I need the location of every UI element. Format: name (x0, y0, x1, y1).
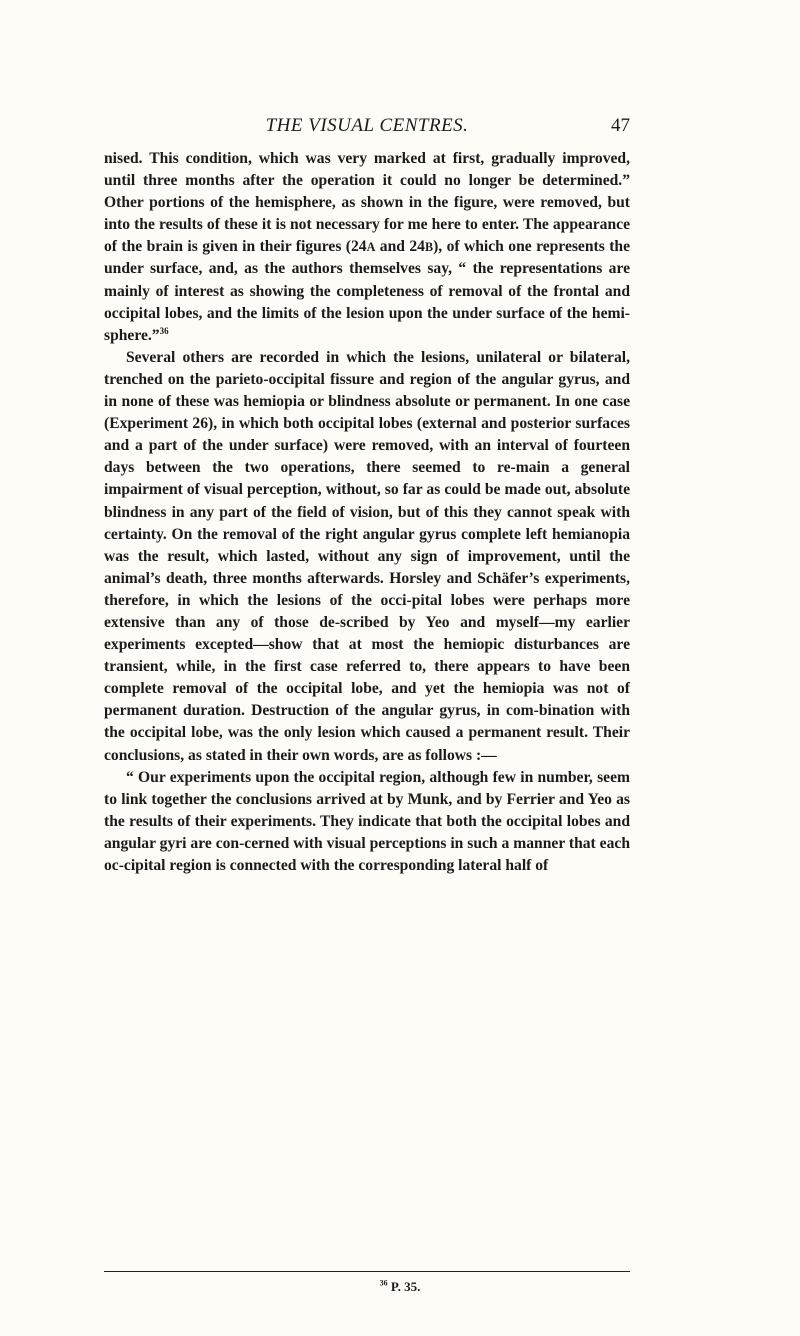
footnote-number: 36 (379, 1278, 388, 1288)
paragraph-2: Several others are recorded in which the lesions, unilateral or bilateral, trenched on the parieto-occipital fissure and region of the angular gyrus, and in none of these was hemiopia or blindness absolute or permanent. In one case (Experiment 26), in which both occipital lobes (external and posterior surfaces and a part of the under surface) were removed, with an interval of fourteen days between the two operations, there seemed to re-main a general impairment of visual perception, without, so far as could be made out, absolute blindness in any part of the field of vision, but of this they cannot speak with certainty. On the removal of the right angular gyrus complete left hemianopia was the result, which lasted, without any sign of improvement, until the animal’s death, three months afterwards. Horsley and Schäfer’s experiments, therefore, in which the lesions of the occi-pital lobes were perhaps more extensive than any of those de-scribed by Yeo and myself—my earlier experiments excepted—show that at most the hemiopic disturbances are transient, while, in the first case referred to, there appears to have been complete removal of the occipital lobe, and yet the hemiopia was not of permanent duration. Destruction of the angular gyrus, in com-bination with the occipital lobe, was the only lesion which caused a permanent result. Their conclusions, as stated in their own words, are as follows :— (104, 348, 630, 764)
paragraph-1-text-b: and 24 (375, 238, 425, 256)
footnote-text: P. 35. (387, 1279, 421, 1294)
running-title: THE VISUAL CENTRES. (265, 115, 469, 136)
footnote-reference: 36 (159, 325, 169, 336)
figure-letter-b: B (424, 240, 434, 255)
running-head (104, 115, 630, 141)
figure-letter-a: A (366, 240, 376, 255)
body-text (104, 148, 630, 877)
paragraph-1-text-a: nised. This condition, which was very marked at first, gradually improved, until three months after the operation it could no longer be determined.” Other portions of the hemisphere, as shown in the figure, were removed, but into the results of these it is not necessary for me here to enter. The appearance of the brain is given in their figures (24 (104, 150, 630, 256)
paragraph-1-text-c: ), of which one represents the under surface, and, as the authors themselves say, “ the representations are mainly of interest as showing the completeness of removal of the frontal and occipital lobes, and the limits of the lesion upon the under surface of the hemi-sphere.” (104, 238, 630, 344)
paragraph-3: “ Our experiments upon the occipital region, although few in number, seem to link together the conclusions arrived at by Munk, and by Ferrier and Yeo as the results of their experiments. They indicate that both the occipital lobes and angular gyri are con-cerned with visual perceptions in such a manner that each oc-cipital region is connected with the corresponding lateral half of (104, 768, 630, 874)
footnote (0, 1279, 800, 1295)
page-number: 47 (611, 115, 630, 136)
paragraph-1 (104, 148, 630, 347)
footnote-rule (104, 1271, 630, 1272)
